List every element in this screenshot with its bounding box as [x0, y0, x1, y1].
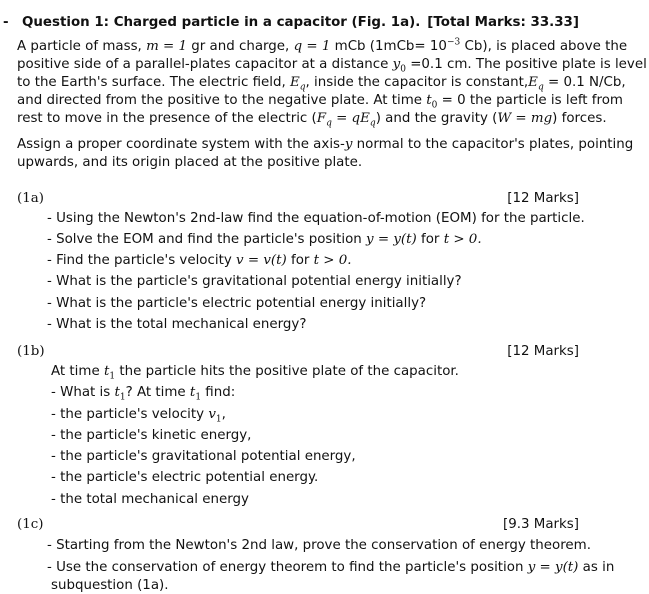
intro-line-1: A particle of mass, m = 1 gr and charge, q = 1 mCb ($1mCb= 10^{-3}$ Cb), is placed above the [17, 37, 628, 54]
part-1a-item-6: - What is the total mechanical energy? [47, 317, 307, 332]
part-1c-label: (1c) [17, 517, 44, 532]
part-1c-marks: [9.3 Marks] [503, 517, 579, 532]
total-marks: [Total Marks: 33.33] [427, 15, 579, 30]
part-1a-item-5: - What is the particle's electric potential energy initially? [47, 296, 427, 311]
assign-line-2: upwards, and its origin placed at the positive plate. [17, 155, 363, 170]
part-1a-item-1: - Using the Newton's 2nd-law find the equation-of-motion (EOM) for the particle. [47, 211, 585, 226]
intro-line-4: and directed from the positive to the negative plate. At time $t_0 = 0$ the particle is left from [17, 93, 623, 111]
assign-line-1: Assign a proper coordinate system with the axis-y normal to the capacitor's plates, pointing [17, 137, 634, 152]
part-1b-label: (1b) [17, 344, 45, 359]
part-1a-label: (1a) [17, 191, 44, 206]
part-1a-marks: [12 Marks] [507, 191, 579, 206]
intro-line-3: to the Earth's surface. The electric field, $E_q$, inside the capacitor is $constant,E_q = 0.1$ N/Cb, [17, 75, 626, 93]
intro-line-2: positive side of a parallel-plates capacitor at a distance $y_0 =0.1$ cm. The positive plate is level [17, 57, 647, 75]
part-1b-item-2: - the particle's velocity $v_1$, [51, 407, 226, 425]
question-title: Question 1: Charged particle in a capacitor (Fig. 1a). [22, 15, 421, 30]
intro-line-5: rest to move in the presence of the electric $(F_q = qE_q)$ and the gravity (W = mg) forces. [17, 111, 607, 129]
part-1b-item-5: - the particle's electric potential energy. [51, 470, 319, 485]
header-dash: - [3, 15, 9, 30]
part-1b-item-3: - the particle's kinetic energy, [51, 428, 252, 443]
part-1b-item-6: - the total mechanical energy [51, 492, 249, 507]
part-1c-item-1: - Starting from the Newton's 2nd law, prove the conservation of energy theorem. [47, 538, 591, 553]
part-1c-item-2: - Use the conservation of energy theorem to find the particle's position y = y(t) as in [47, 560, 615, 575]
part-1c-item-3: subquestion (1a). [51, 578, 169, 593]
part-1a-item-4: - What is the particle's gravitational potential energy initially? [47, 274, 462, 289]
part-1b-item-4: - the particle's gravitational potential energy, [51, 449, 356, 464]
part-1b-marks: [12 Marks] [507, 344, 579, 359]
part-1b-intro: At time $t_1$ the particle hits the positive plate of the capacitor. [51, 364, 459, 382]
part-1a-item-3: - Find the particle's velocity v = v(t) for t > 0. [47, 253, 352, 268]
part-1a-item-2: - Solve the EOM and find the particle's position y = y(t) for t > 0. [47, 232, 482, 247]
part-1b-item-1: - What is $t_1$? At time $t_1$ find: [51, 385, 236, 403]
